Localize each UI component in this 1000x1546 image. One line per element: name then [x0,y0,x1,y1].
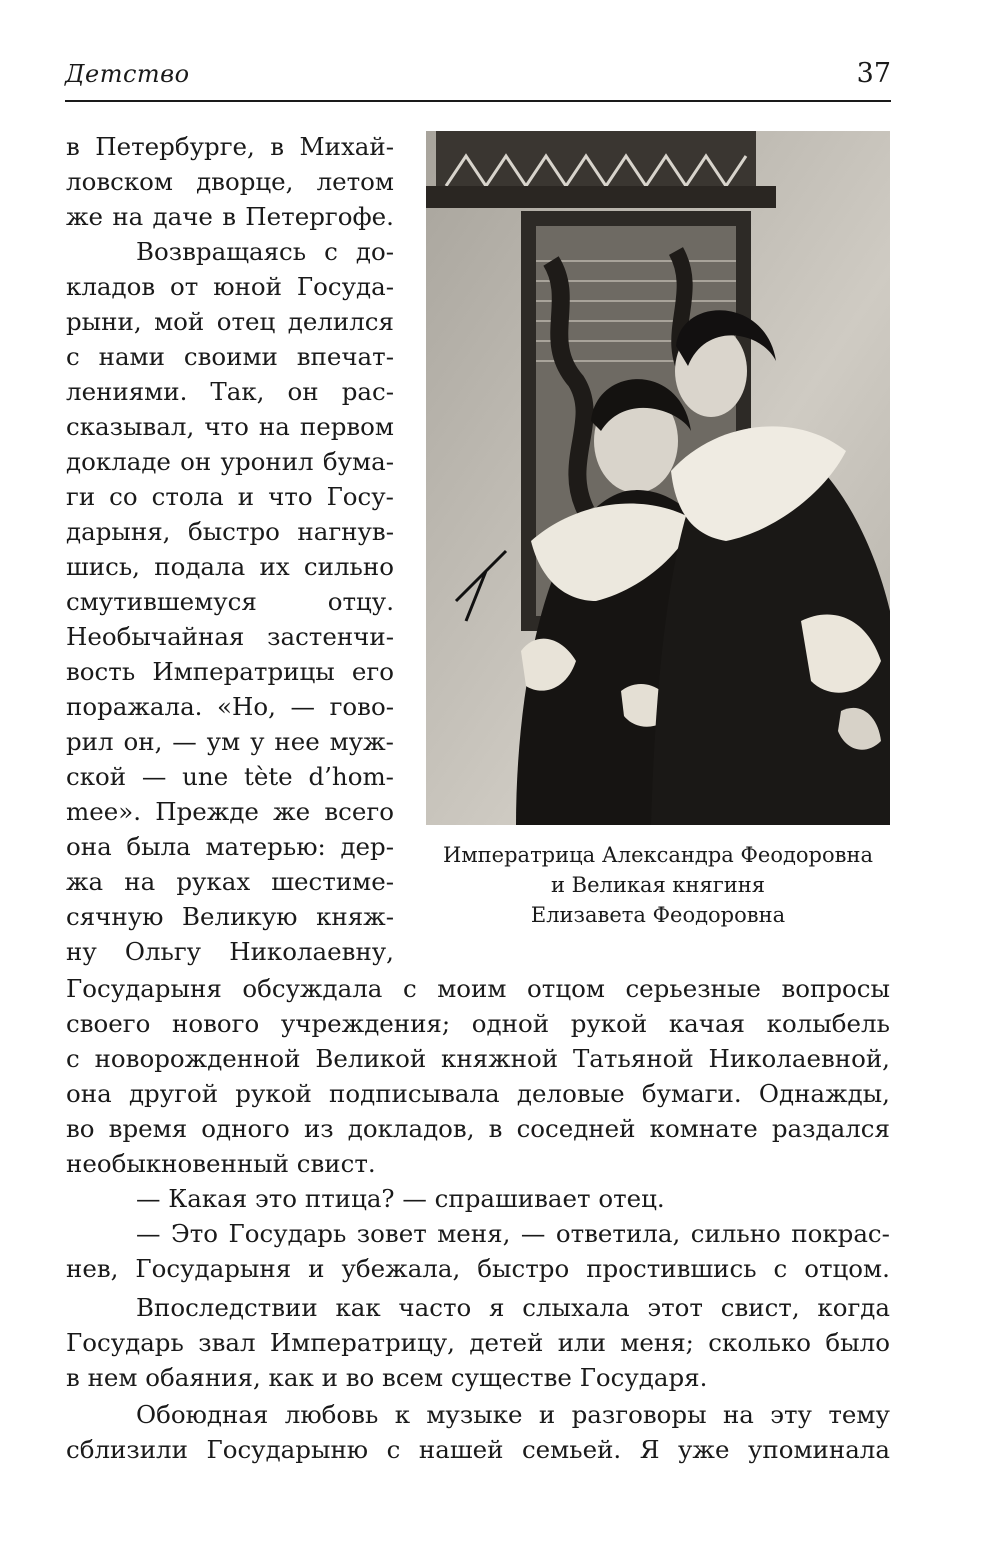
text-line: во время одного из докладов, в соседней комнате раздался [66,1114,890,1143]
text-line: Обоюдная любовь к музыке и разговоры на эту тему [136,1400,890,1429]
caption-line: Елизавета Феодоровна [530,903,786,927]
text-line: mee». Прежде же всего [66,797,394,826]
text-line: ну Ольгу Николаевну, [66,937,394,966]
caption-line: Императрица Александра Феодоровна [443,843,873,867]
text-line: смутившемуся отцу. [66,587,394,616]
text-line: сказывал, что на первом [66,412,394,441]
text-line: с нами своими впечат- [66,342,394,371]
text-line: Необычайная застенчи- [66,622,394,651]
text-line: же на даче в Петергофе. [66,202,394,231]
text-line: в Петербурге, в Михай- [66,132,394,161]
text-line: — Это Государь зовет меня, — ответила, сильно покрас- [136,1219,890,1248]
text-line: лениями. Так, он рас- [66,377,394,406]
text-line: Возвращаясь с до- [136,237,394,266]
running-title: Детство [65,60,190,88]
text-line: кладов от юной Госуда- [66,272,394,301]
text-line: жа на руках шестиме- [66,867,394,896]
text-line: она другой рукой подписывала деловые бумаги. Однажды, [66,1079,890,1108]
page-number: 37 [856,58,891,89]
text-line: нев, Государыня и убежала, быстро простившись с отцом. [66,1254,890,1283]
text-line: в нем обаяния, как и во всем существе Государя. [66,1363,708,1392]
text-line: Впоследствии как часто я слыхала этот свист, когда [136,1293,890,1322]
text-line: — Какая это птица? — спрашивает отец. [136,1184,665,1213]
caption-line: и Великая княгиня [550,873,766,897]
text-line: шись, подала их сильно [66,552,394,581]
header-rule [65,100,891,102]
text-line: ской — une tète d’hom- [66,762,394,791]
figure-caption [410,840,906,930]
text-line: поражала. «Но, — гово- [66,692,394,721]
text-line: она была матерью: дер- [66,832,394,861]
portrait-photo [426,131,890,825]
text-line: рыни, мой отец делился [66,307,394,336]
text-line: рил он, — ум у нее муж- [66,727,394,756]
text-line: необыкновенный свист. [66,1149,376,1178]
text-line: ловском дворце, летом [66,167,394,196]
running-header [65,52,891,102]
text-line: сблизили Государыню с нашей семьей. Я уже упоминала [66,1435,890,1464]
text-line: вость Императрицы его [66,657,394,686]
text-line: сячную Великую княж- [66,902,394,931]
text-line: Государь звал Императрицу, детей или меня; сколько было [66,1328,890,1357]
text-line: ги со стола и что Госу- [66,482,394,511]
text-line: с новорожденной Великой княжной Татьяной Николаевной, [66,1044,890,1073]
text-line: дарыня, быстро нагнув- [66,517,394,546]
text-line: Государыня обсуждала с моим отцом серьезные вопросы [66,974,890,1003]
text-line: докладе он уронил бума- [66,447,394,476]
text-line: своего нового учреждения; одной рукой качая колыбель [66,1009,890,1038]
